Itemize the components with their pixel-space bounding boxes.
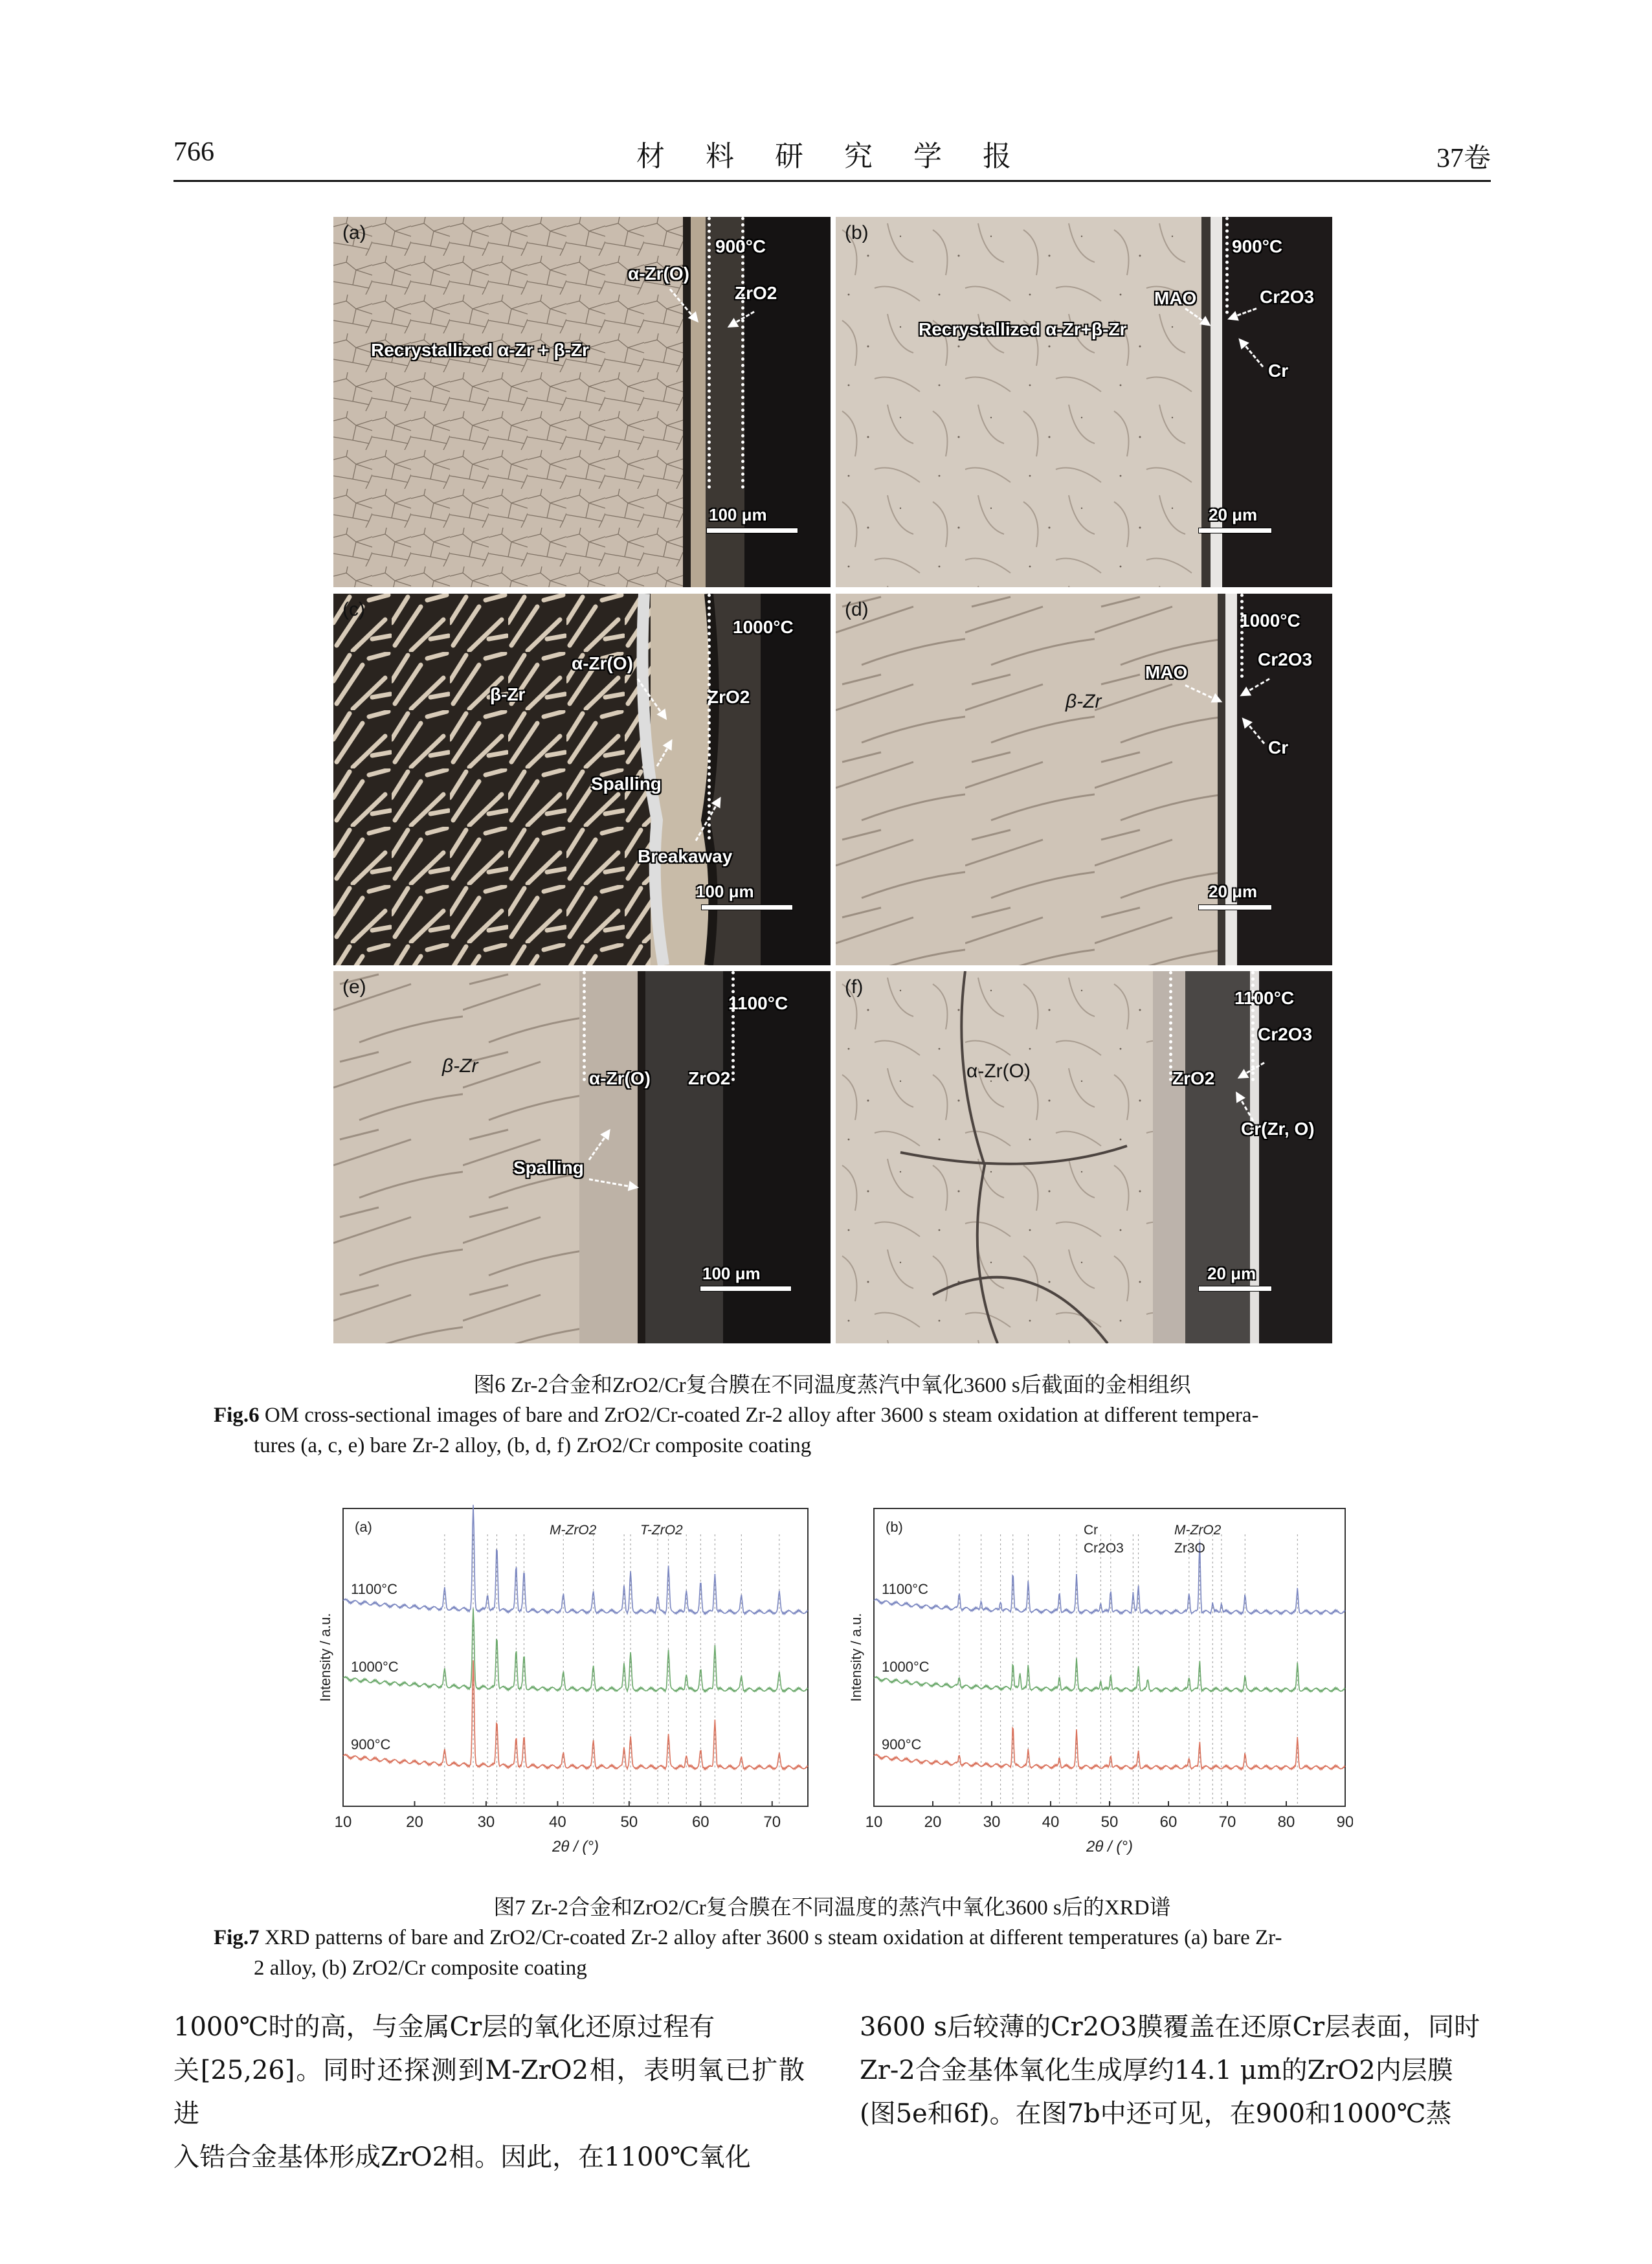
panel-id-c: (c) [342, 599, 365, 620]
body-left-line-1: 1000℃时的高，与金属Cr层的氧化还原过程有 [173, 2012, 715, 2042]
scale-bar-e [700, 1286, 792, 1292]
phase-label-bzr-d: β-Zr [1066, 691, 1102, 712]
temp-label-c: 1000°C [733, 617, 794, 637]
legend-entry: Zr3O [1174, 1541, 1205, 1556]
xrd-chart-a [304, 1496, 816, 1858]
scale-bar-f [1198, 1286, 1272, 1292]
phase-label-recryst-b: Recrystallized α-Zr+β-Zr [919, 319, 1127, 339]
phase-label-cr2o3-d: Cr2O3 [1258, 649, 1313, 669]
phase-label-azr-f: α-Zr(O) [966, 1060, 1031, 1082]
micrograph-panel-f [836, 971, 1332, 1343]
x-axis-label: 2θ / (°) [1086, 1838, 1133, 1855]
legend-entry: M-ZrO2 [1174, 1523, 1222, 1538]
body-right-line-3: (图5e和6f)。在图7b中还可见，在900和1000℃蒸 [860, 2099, 1452, 2129]
body-left-line-3: 入锆合金基体形成ZrO2相。因此，在1100℃氧化 [173, 2142, 751, 2172]
fig6-caption-en-line2: tures (a, c, e) bare Zr-2 alloy, (b, d, f) ZrO2/Cr composite coating [254, 1434, 812, 1457]
x-axis-label: 2θ / (°) [552, 1838, 599, 1855]
scale-bar-a [706, 528, 798, 533]
panel-id-b: (b) [845, 222, 869, 243]
interface-line-b [1225, 217, 1229, 314]
phase-label-zro2-f: ZrO2 [1172, 1068, 1215, 1088]
series-label: 900°C [882, 1736, 922, 1753]
panel-id-d: (d) [845, 599, 869, 620]
phase-label-bzr-e: β-Zr [442, 1055, 478, 1077]
scale-label-e: 100 μm [702, 1264, 761, 1283]
chart-panel-label: (b) [886, 1519, 903, 1535]
temp-label-a: 900°C [715, 236, 766, 256]
phase-label-zro2-a: ZrO2 [735, 283, 777, 303]
x-tick-label: 50 [620, 1813, 638, 1831]
phase-label-bzr-c: β-Zr [490, 684, 526, 704]
phase-label-zro2-e: ZrO2 [688, 1068, 731, 1088]
x-tick-label: 70 [763, 1813, 781, 1831]
x-tick-label: 30 [477, 1813, 495, 1831]
xrd-series-line [874, 1728, 1345, 1769]
label-spalling-c: Spalling [591, 774, 662, 794]
fig7-caption-cn: 图7 Zr-2合金和ZrO2/Cr复合膜在不同温度的蒸汽中氧化3600 s后的XRD谱 [493, 1896, 1171, 1920]
xrd-series-line [343, 1505, 808, 1614]
fig6-caption-en-line1: OM cross-sectional images of bare and ZrO2/Cr-coated Zr-2 alloy after 3600 s steam oxidation at different tempera- [259, 1404, 1259, 1427]
x-tick-label: 20 [406, 1813, 423, 1831]
phase-label-mao-d: MAO [1145, 662, 1188, 682]
fig7-caption-en-line2: 2 alloy, (b) ZrO2/Cr composite coating [254, 1956, 587, 1980]
body-right-line-2: Zr-2合金基体氧化生成厚约14.1 μm的ZrO2内层膜 [860, 2056, 1453, 2085]
legend-entry: M-ZrO2 [550, 1523, 597, 1538]
micrograph-panel-e [333, 971, 831, 1343]
interface-line-f2 [1251, 971, 1255, 1081]
scale-label-d: 20 μm [1209, 882, 1258, 901]
scale-label-c: 100 μm [696, 882, 754, 901]
phase-label-azr-e: α-Zr(O) [589, 1068, 651, 1088]
interface-line-f1 [1169, 971, 1172, 1081]
fig7-label: Fig.7 [214, 1926, 260, 1949]
scale-bar-b [1198, 528, 1272, 533]
x-tick-label: 40 [1042, 1813, 1060, 1831]
interface-line-c [708, 594, 711, 840]
panel-id-f: (f) [845, 976, 864, 998]
fig7-caption-en [214, 1923, 1463, 1984]
chart-panel-label: (a) [355, 1519, 372, 1535]
phase-label-cr-d: Cr [1268, 737, 1289, 757]
y-axis-label: Intensity / a.u. [848, 1613, 864, 1702]
x-tick-label: 10 [865, 1813, 883, 1831]
phase-label-cr2o3-f: Cr2O3 [1258, 1024, 1313, 1044]
scale-label-b: 20 μm [1209, 505, 1258, 524]
interface-line-a1 [708, 217, 711, 489]
scale-label-f: 20 μm [1207, 1264, 1256, 1283]
body-text-right [860, 2006, 1491, 2136]
y-axis-label: Intensity / a.u. [317, 1613, 333, 1702]
x-tick-label: 90 [1336, 1813, 1353, 1831]
temp-label-f: 1100°C [1234, 988, 1295, 1008]
phase-label-azr-a: α-Zr(O) [628, 263, 689, 284]
phase-label-recryst-a: Recrystallized α-Zr + β-Zr [371, 340, 589, 360]
micrograph-panel-b [836, 217, 1332, 587]
interface-line-e1 [583, 971, 586, 1081]
fig6-caption-cn: 图6 Zr-2合金和ZrO2/Cr复合膜在不同温度蒸汽中氧化3600 s后截面的金相组织 [473, 1374, 1191, 1397]
series-label: 1100°C [351, 1581, 397, 1597]
series-label: 1100°C [882, 1581, 928, 1597]
interface-line-a2 [741, 217, 744, 489]
body-left-line-2: 关[25,26]。同时还探测到M-ZrO2相，表明氧已扩散进 [173, 2056, 805, 2129]
body-text-left [173, 2006, 805, 2179]
panel-id-a: (a) [342, 222, 366, 243]
micrograph-panel-c [333, 594, 831, 965]
phase-label-mao-b: MAO [1154, 288, 1197, 308]
fig6-label: Fig.6 [214, 1404, 260, 1427]
fig6-caption-en [214, 1400, 1463, 1461]
xrd-series-line [343, 1608, 808, 1692]
x-tick-label: 70 [1218, 1813, 1236, 1831]
x-tick-label: 50 [1100, 1813, 1119, 1831]
header-rule [173, 180, 1491, 182]
scale-bar-d [1198, 904, 1272, 910]
series-label: 1000°C [351, 1659, 399, 1675]
scale-label-a: 100 μm [709, 505, 767, 524]
body-right-line-1: 3600 s后较薄的Cr2O3膜覆盖在还原Cr层表面，同时 [860, 2012, 1480, 2042]
x-tick-label: 60 [691, 1813, 709, 1831]
micrograph-panel-a [333, 217, 831, 587]
legend-entry: Cr [1084, 1523, 1099, 1538]
phase-label-crzro-f: Cr(Zr, O) [1241, 1119, 1315, 1139]
xrd-chart-b [835, 1496, 1353, 1858]
fig7-caption-en-line1: XRD patterns of bare and ZrO2/Cr-coated Zr-2 alloy after 3600 s steam oxidation at different temperatures (a) bare Zr- [259, 1926, 1282, 1949]
temp-label-d: 1000°C [1240, 611, 1300, 631]
phase-label-zro2-c: ZrO2 [708, 687, 750, 707]
label-spalling-e: Spalling [513, 1158, 584, 1178]
scale-bar-c [701, 904, 793, 910]
legend-entry: T-ZrO2 [640, 1523, 683, 1538]
x-tick-label: 40 [549, 1813, 566, 1831]
x-tick-label: 80 [1277, 1813, 1295, 1831]
x-tick-label: 30 [983, 1813, 1001, 1831]
running-header [173, 133, 1491, 178]
temp-label-e: 1100°C [728, 993, 788, 1013]
series-label: 1000°C [882, 1659, 930, 1675]
page-number: 766 [173, 137, 214, 167]
volume-number: 37卷 [1436, 144, 1491, 174]
panel-id-e: (e) [342, 976, 366, 998]
phase-label-azr-c: α-Zr(O) [572, 653, 633, 673]
interface-line-e2 [731, 971, 735, 1081]
x-tick-label: 60 [1159, 1813, 1178, 1831]
journal-title: 材 料 研 究 学 报 [636, 140, 1028, 172]
temp-label-b: 900°C [1232, 236, 1283, 256]
xrd-series-line [343, 1660, 808, 1769]
phase-label-cr-b: Cr [1268, 361, 1289, 381]
micrograph-panel-d [836, 594, 1332, 965]
x-tick-label: 20 [924, 1813, 942, 1831]
label-breakaway-c: Breakaway [638, 846, 733, 866]
series-label: 900°C [351, 1736, 391, 1753]
legend-entry: Cr2O3 [1084, 1541, 1124, 1556]
x-tick-label: 10 [334, 1813, 352, 1831]
xrd-series-line [874, 1658, 1345, 1692]
phase-label-cr2o3-b: Cr2O3 [1260, 287, 1315, 307]
interface-line-d [1240, 594, 1244, 678]
